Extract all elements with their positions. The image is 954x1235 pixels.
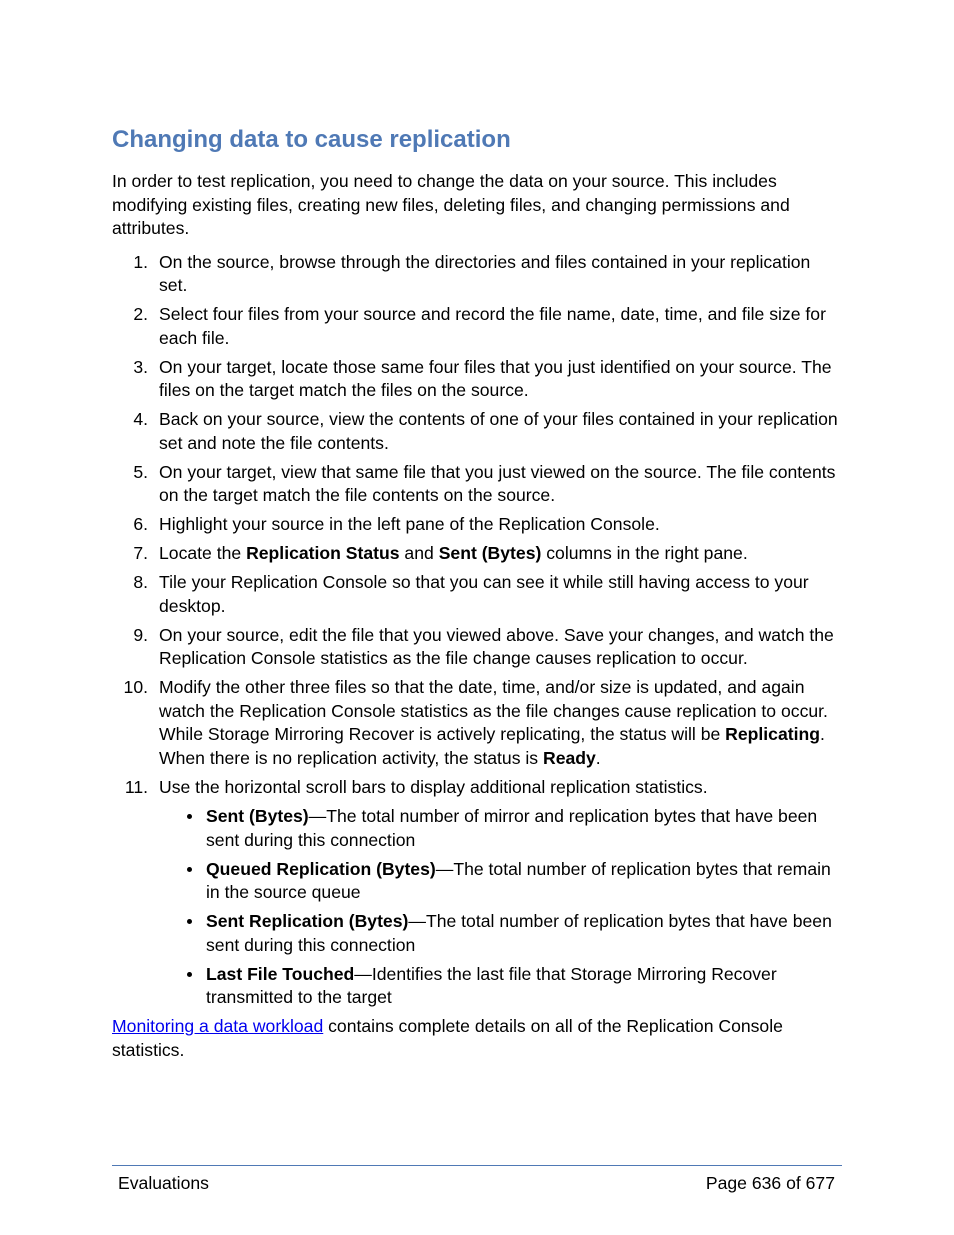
statistic-description: —The total number of replication bytes that have been sent during this connection xyxy=(206,911,832,955)
bullet-icon xyxy=(187,919,192,924)
step-text-part: Locate the xyxy=(159,543,247,563)
page-body xyxy=(112,170,842,1062)
statistic-description: —The total number of replication bytes that remain in the source queue xyxy=(206,858,831,902)
step-item xyxy=(112,303,842,350)
footer-section-name: Evaluations xyxy=(118,1173,209,1193)
step-number: 6. xyxy=(133,514,148,534)
step-item xyxy=(112,624,842,671)
step-number: 2. xyxy=(133,304,148,324)
step-text xyxy=(159,543,748,563)
ui-term-replication-status: Replication Status xyxy=(246,543,400,563)
step-number: 3. xyxy=(133,356,148,377)
step-text: On your source, edit the file that you viewed above. Save your changes, and watch the Replication Console statistics as the file change causes replication to occur. xyxy=(159,624,834,668)
statistic-description: —The total number of mirror and replication bytes that have been sent during this connection xyxy=(206,806,818,850)
statistic-item xyxy=(159,805,842,852)
monitoring-data-workload-link[interactable]: Monitoring a data workload xyxy=(112,1016,324,1036)
step-text: Use the horizontal scroll bars to display additional replication statistics. xyxy=(159,776,708,797)
step-text: On your target, view that same file that you just viewed on the source. The file contents on the target match the file contents on the source. xyxy=(159,461,836,505)
outro-paragraph xyxy=(112,1015,842,1062)
page-title: Changing data to cause replication xyxy=(112,126,511,153)
step-item xyxy=(112,461,842,508)
statistic-term: Last File Touched xyxy=(206,963,355,984)
steps-list xyxy=(112,251,842,1010)
step-text: Highlight your source in the left pane of the Replication Console. xyxy=(159,514,660,534)
step-text-part: . xyxy=(595,747,601,768)
footer-divider xyxy=(112,1165,842,1166)
footer-page-number: Page 636 of 677 xyxy=(705,1173,835,1193)
statistic-term: Sent (Bytes) xyxy=(206,806,309,826)
intro-paragraph: In order to test replication, you need to change the data on your source. This includes modifying existing files, creating new files, deleting files, and changing permissions and attributes. xyxy=(112,171,790,238)
step-text: On your target, locate those same four files that you just identified on your source. The files on the target match the files on the source. xyxy=(159,356,832,400)
step-number: 11. xyxy=(124,776,148,797)
step-text: Back on your source, view the contents of one of your files contained in your replication set and note the file contents. xyxy=(159,409,838,453)
step-item xyxy=(112,542,842,566)
statistic-term: Sent Replication (Bytes) xyxy=(206,911,409,931)
step-item xyxy=(112,776,842,1010)
ui-term-sent-bytes: Sent (Bytes) xyxy=(438,543,542,563)
statistic-item xyxy=(159,910,842,957)
step-number: 1. xyxy=(133,251,148,272)
step-item xyxy=(112,571,842,618)
step-item xyxy=(112,251,842,298)
bullet-icon xyxy=(187,814,192,819)
step-number: 9. xyxy=(133,624,148,645)
step-number: 5. xyxy=(133,461,148,482)
outro-text: contains complete details on all of the Replication Console statistics. xyxy=(112,1016,783,1060)
step-number: 7. xyxy=(133,543,148,563)
statistics-list xyxy=(159,805,842,1010)
step-number: 10. xyxy=(123,677,148,697)
step-text-part: . When there is no replication activity, the status is xyxy=(159,724,825,768)
statistic-description: —Identifies the last file that Storage Mirroring Recover transmitted to the target xyxy=(206,963,777,1007)
step-text xyxy=(159,677,828,768)
status-term-ready: Ready xyxy=(542,747,596,768)
step-item xyxy=(112,408,842,455)
statistic-term: Queued Replication (Bytes) xyxy=(206,858,436,879)
statistic-item xyxy=(159,858,842,905)
step-text: On the source, browse through the directories and files contained in your replication set. xyxy=(159,251,811,295)
status-term-replicating: Replicating xyxy=(725,724,820,744)
step-number: 4. xyxy=(133,409,148,429)
step-item xyxy=(112,513,842,537)
bullet-icon xyxy=(187,867,192,872)
step-text-part: columns in the right pane. xyxy=(541,543,748,563)
step-item xyxy=(112,676,842,770)
step-text: Select four files from your source and record the file name, date, time, and file size for each file. xyxy=(159,304,826,348)
statistic-item xyxy=(159,963,842,1010)
bullet-icon xyxy=(187,972,192,977)
step-item xyxy=(112,356,842,403)
step-number: 8. xyxy=(133,572,148,592)
step-text-part: Modify the other three files so that the date, time, and/or size is updated, and again watch the Replication Console statistics as the file changes cause replication to occur. While Storage Mirroring Recover is actively replicating, the status will be xyxy=(159,677,828,744)
step-text-part: and xyxy=(399,543,439,563)
step-text: Tile your Replication Console so that you can see it while still having access to your desktop. xyxy=(159,572,809,616)
